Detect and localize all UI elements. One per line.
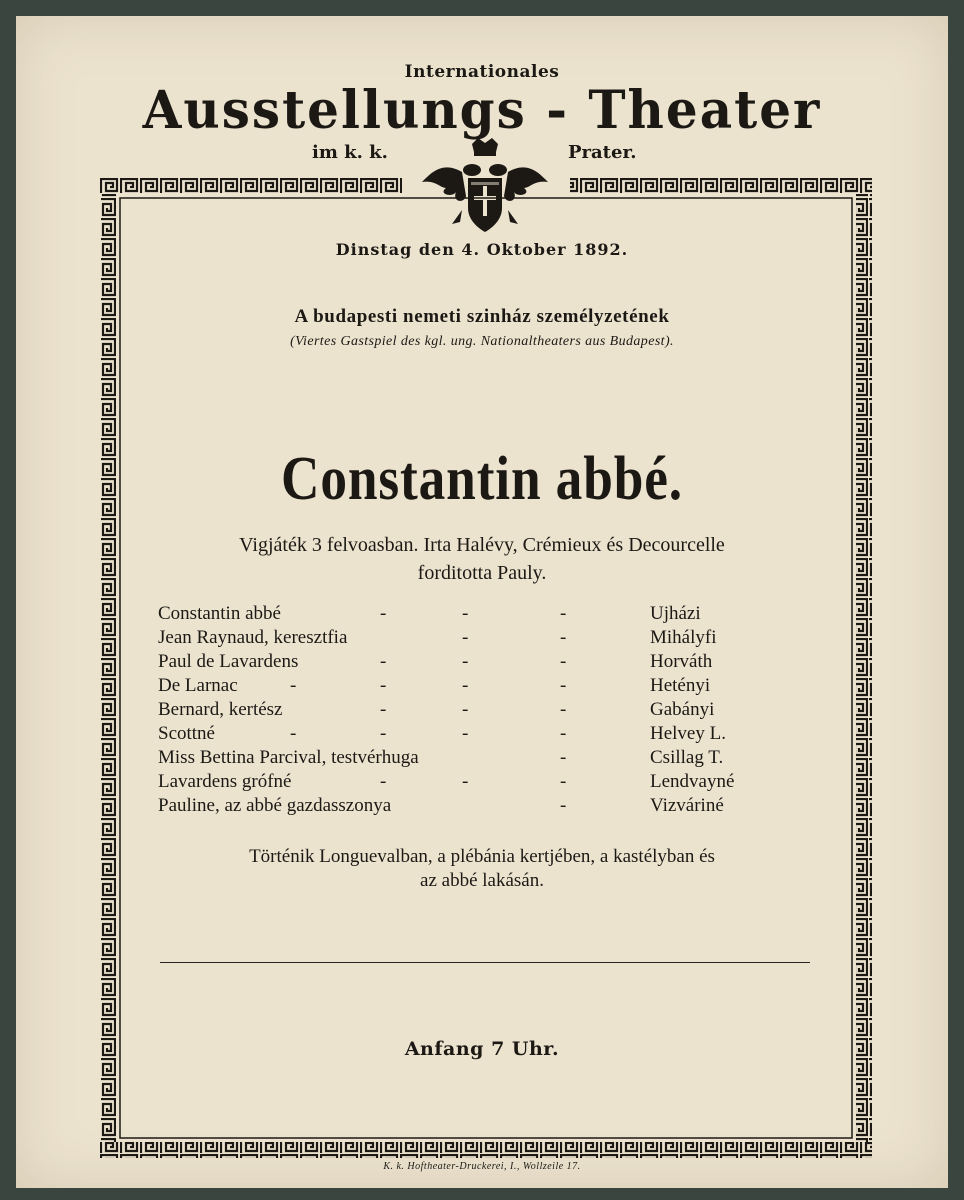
- header-top-line: Internationales: [404, 62, 560, 82]
- play-subtitle: Vigjáték 3 felvoasban. Irta Halévy, Crémieux és Decourcelle: [239, 534, 725, 556]
- cast-actor: Mihályfi: [650, 627, 717, 648]
- cast-row: [158, 651, 818, 675]
- cast-actor: Horváth: [650, 651, 713, 672]
- cast-actor: Helvey L.: [650, 723, 726, 744]
- cast-dash: -: [560, 795, 567, 816]
- cast-row: [158, 747, 818, 771]
- cast-dash: -: [462, 603, 469, 624]
- cast-role: Pauline, az abbé gazdasszonya: [158, 795, 392, 816]
- troupe-line: A budapesti nemeti szinház személyzetének: [294, 306, 670, 327]
- cast-role: Bernard, kertész: [158, 699, 283, 720]
- divider-line: [160, 962, 810, 963]
- cast-dash: -: [380, 771, 387, 792]
- cast-dash: -: [380, 675, 387, 696]
- cast-row: [158, 771, 818, 795]
- cast-role: Lavardens grófné: [158, 771, 292, 792]
- play-translation: forditotta Pauly.: [417, 562, 547, 584]
- cast-dash: -: [290, 723, 297, 744]
- cast-dash: -: [560, 651, 567, 672]
- cast-role: Constantin abbé: [158, 603, 281, 624]
- setting-line-2: az abbé lakásán.: [420, 870, 544, 891]
- play-title: Constantin abbé.: [281, 445, 683, 513]
- cast-dash: -: [462, 627, 469, 648]
- cast-actor: Ujházi: [650, 603, 701, 624]
- header-right-line: Prater.: [568, 142, 637, 163]
- cast-list: [158, 603, 818, 819]
- cast-dash: -: [560, 723, 567, 744]
- cast-dash: -: [560, 771, 567, 792]
- start-time: Anfang 7 Uhr.: [404, 1038, 560, 1060]
- cast-dash: -: [560, 627, 567, 648]
- cast-role: De Larnac: [158, 675, 238, 696]
- cast-actor: Csillag T.: [650, 747, 724, 768]
- cast-dash: -: [462, 699, 469, 720]
- cast-dash: -: [560, 603, 567, 624]
- cast-dash: -: [380, 699, 387, 720]
- cast-dash: -: [560, 675, 567, 696]
- cast-dash: -: [560, 699, 567, 720]
- cast-actor: Hetényi: [650, 675, 711, 696]
- setting-line-1: Történik Longuevalban, a plébánia kertjében, a kastélyban és: [249, 846, 715, 867]
- cast-role: Jean Raynaud, keresztfia: [158, 627, 348, 648]
- theater-name: Ausstellungs - Theater: [142, 78, 822, 141]
- cast-dash: -: [462, 675, 469, 696]
- cast-dash: -: [462, 771, 469, 792]
- cast-actor: Lendvayné: [650, 771, 735, 792]
- cast-dash: -: [462, 723, 469, 744]
- cast-row: [158, 603, 818, 627]
- cast-role: Miss Bettina Parcival, testvérhuga: [158, 747, 419, 768]
- performance-date: Dinstag den 4. Oktober 1892.: [335, 240, 629, 259]
- cast-role: Paul de Lavardens: [158, 651, 299, 672]
- cast-dash: -: [380, 603, 387, 624]
- cast-row: [158, 723, 818, 747]
- cast-dash: -: [380, 651, 387, 672]
- playbill-page: [16, 16, 948, 1188]
- cast-dash: -: [560, 747, 567, 768]
- header-left-line: im k. k.: [312, 142, 388, 163]
- cast-row: [158, 699, 818, 723]
- cast-dash: -: [290, 675, 297, 696]
- guest-performance-line: (Viertes Gastspiel des kgl. ung. Nationaltheaters aus Budapest).: [290, 334, 674, 349]
- cast-dash: -: [462, 651, 469, 672]
- cast-actor: Vizváriné: [650, 795, 724, 816]
- cast-row: [158, 795, 818, 819]
- cast-row: [158, 627, 818, 651]
- cast-role: Scottné: [158, 723, 215, 744]
- printer-imprint: K. k. Hoftheater-Druckerei, I., Wollzeile 17.: [383, 1161, 581, 1172]
- cast-dash: -: [380, 723, 387, 744]
- cast-row: [158, 675, 818, 699]
- cast-actor: Gabányi: [650, 699, 715, 720]
